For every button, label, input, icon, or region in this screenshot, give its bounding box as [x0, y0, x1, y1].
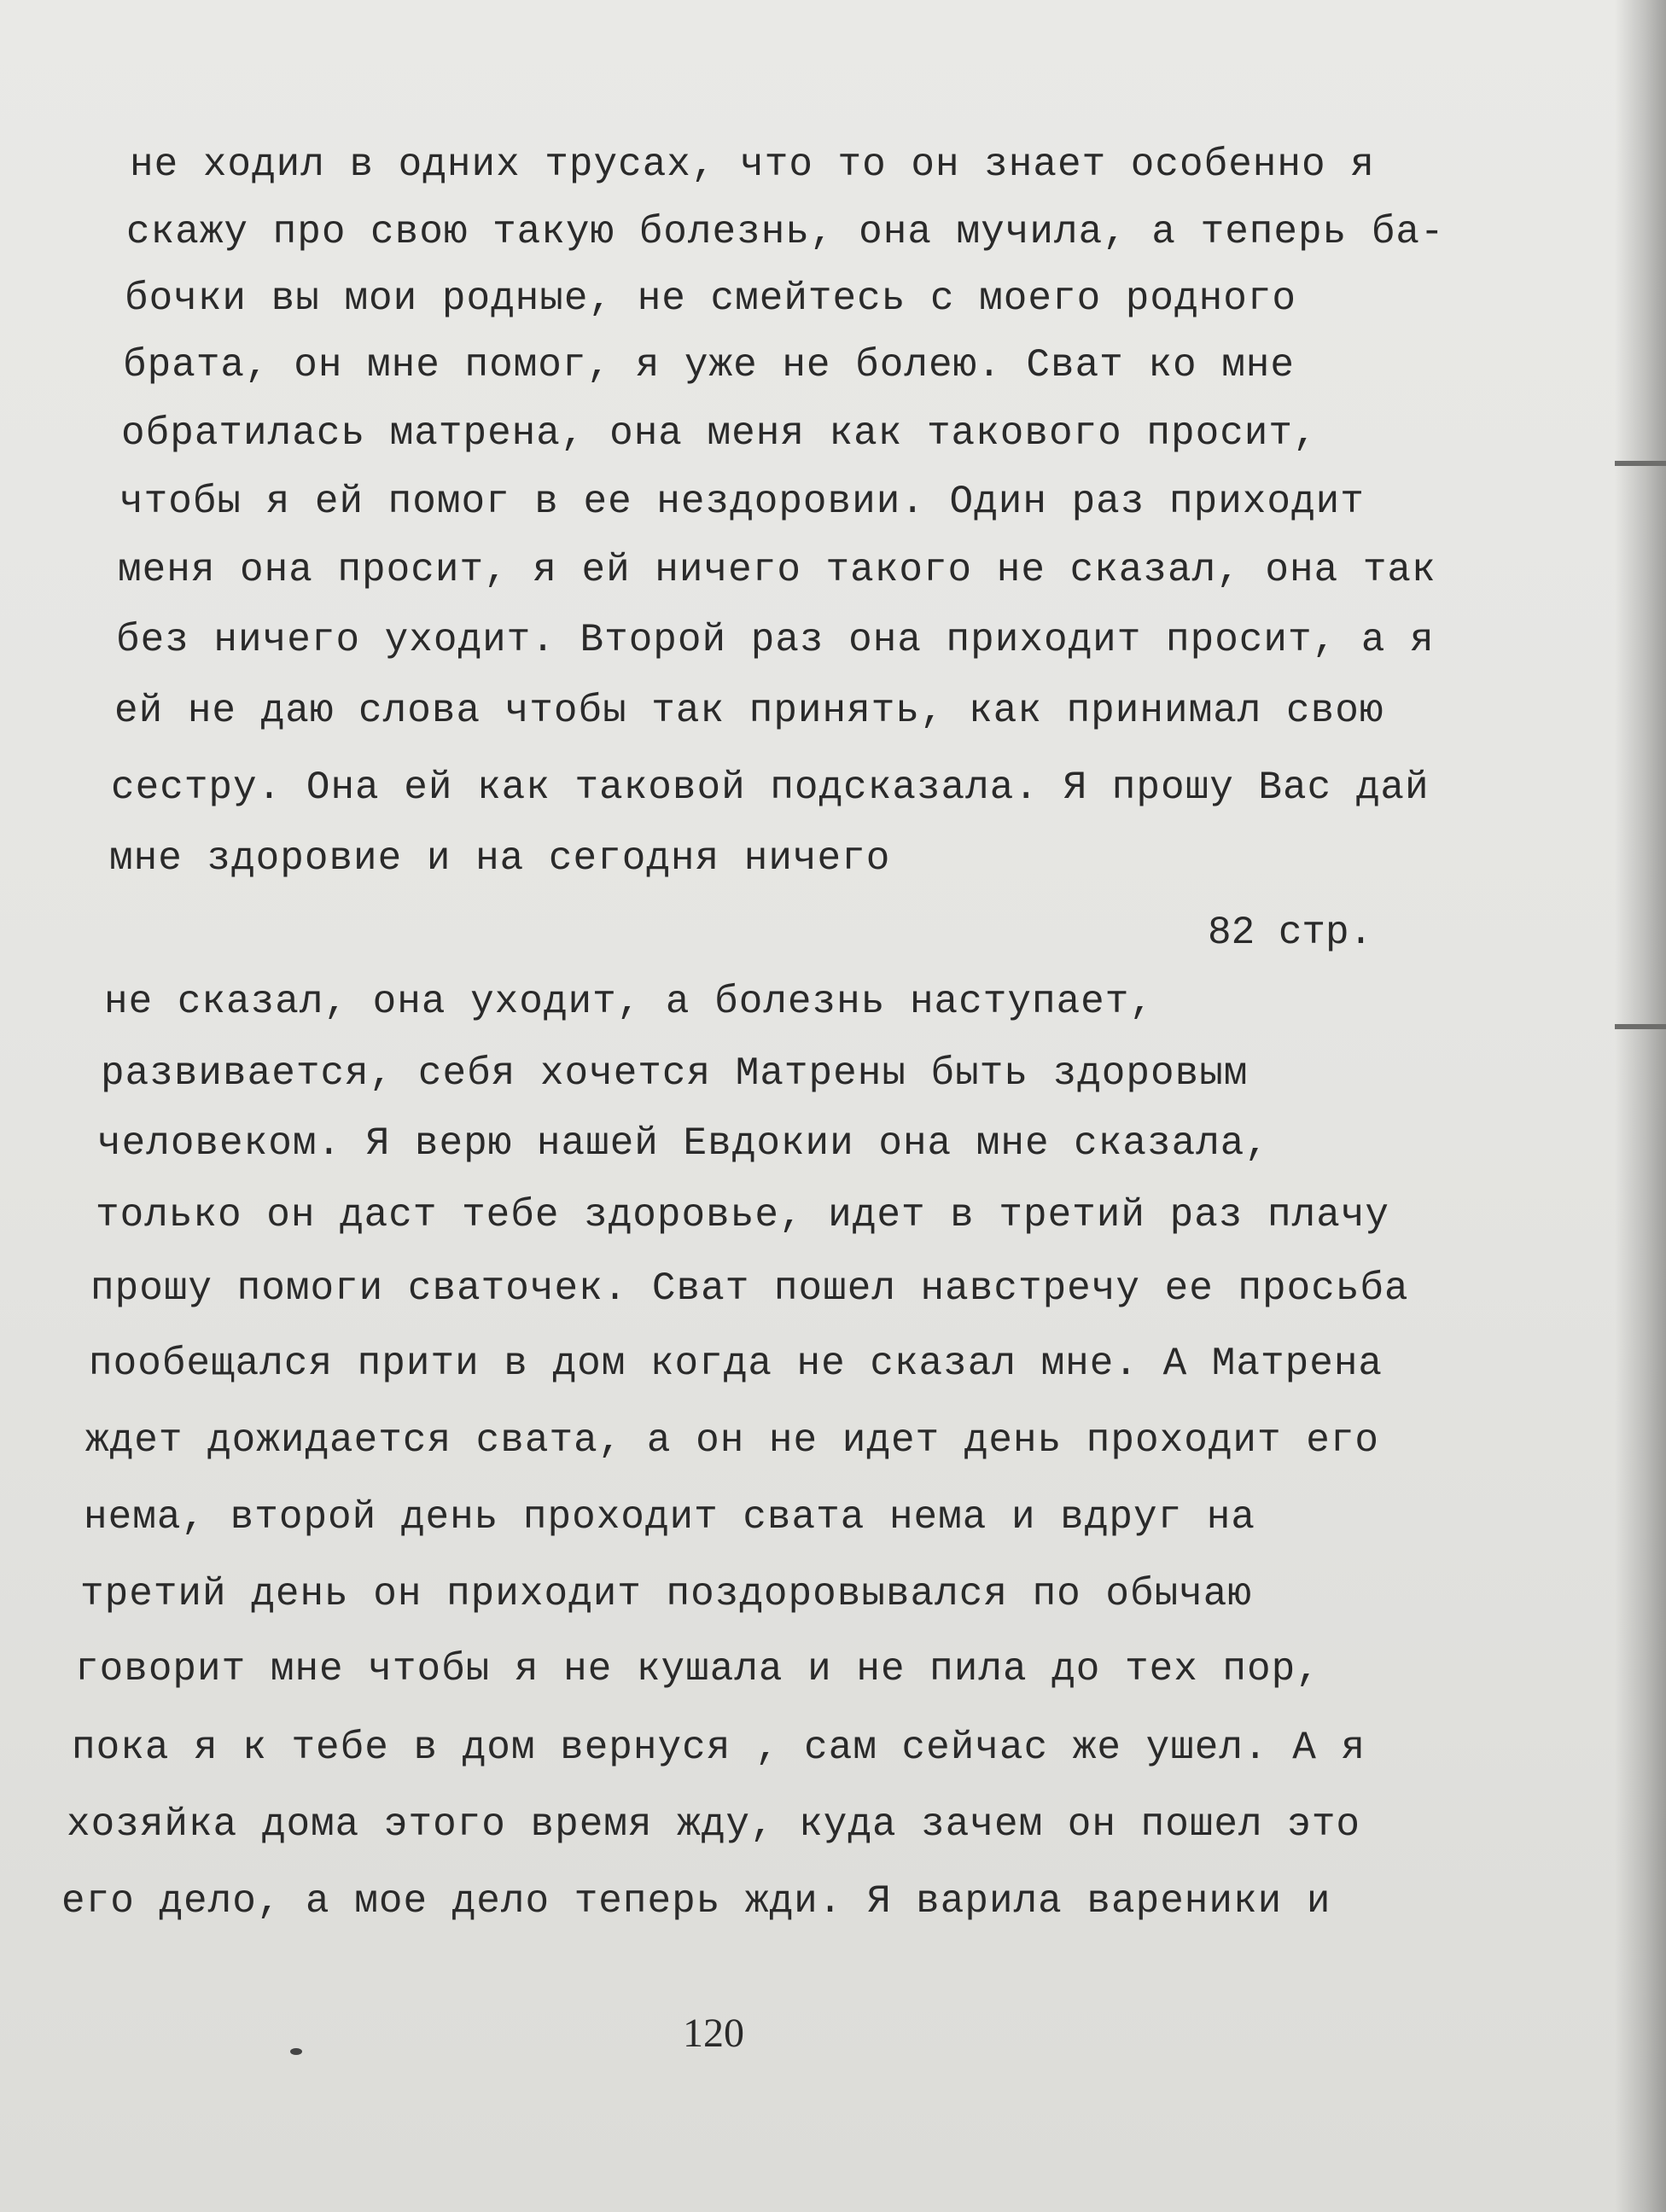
text-line: обратилась матрена, она меня как такового просит,	[121, 411, 1318, 456]
text-line: только он даст тебе здоровье, идет в третий раз плачу	[96, 1193, 1390, 1237]
text-line: ждет дожидается свата, а он не идет день проходит его	[85, 1418, 1380, 1463]
text-line: бочки вы мои родные, не смейтесь с моего родного	[125, 276, 1297, 321]
text-line: скажу про свою такую болезнь, она мучила, а теперь ба-	[126, 210, 1445, 254]
text-line: развивается, себя хочется Матрены быть здоровым	[101, 1051, 1249, 1096]
text-line: его дело, а мое дело теперь жди. Я варила вареники и	[61, 1879, 1331, 1924]
text-line: меня она просит, я ей ничего такого не сказал, она так	[118, 548, 1436, 592]
edge-mark	[1615, 461, 1666, 466]
page-number: 120	[683, 2011, 744, 2056]
text-line: пообещался прити в дом когда не сказал мне. А Матрена	[89, 1342, 1383, 1386]
text-line: не сказал, она уходит, а болезнь наступает,	[104, 980, 1154, 1024]
text-line: сестру. Она ей как таковой подсказала. Я прошу Вас дай	[111, 765, 1430, 810]
text-line: третий день он приходит поздоровывался по обычаю	[80, 1572, 1253, 1616]
text-line: ей не даю слова чтобы так принять, как принимал свою	[114, 689, 1384, 733]
text-line: без ничего уходит. Второй раз она приходит просит, а я	[116, 618, 1435, 662]
page-marker: 82 стр.	[1208, 911, 1373, 955]
text-line: не ходил в одних трусах, что то он знает особенно я	[130, 143, 1375, 187]
text-line: пока я к тебе в дом вернуся , сам сейчас же ушел. А я	[72, 1726, 1366, 1770]
text-line: нема, второй день проходит свата нема и вдруг на	[84, 1495, 1256, 1540]
text-line: хозяйка дома этого время жду, куда зачем он пошел это	[67, 1802, 1361, 1847]
text-line: человеком. Я верю нашей Евдокии она мне сказала,	[97, 1121, 1270, 1166]
text-line: чтобы я ей помог в ее нездоровии. Один раз приходит	[119, 480, 1365, 524]
text-line: брата, он мне помог, я уже не болею. Сват ко мне	[123, 343, 1296, 387]
paper-edge-shadow	[1615, 0, 1666, 2212]
edge-mark	[1615, 1024, 1666, 1029]
text-line: прошу помоги сваточек. Сват пошел навстречу ее просьба	[90, 1266, 1409, 1311]
text-line: мне здоровие и на сегодня ничего	[109, 836, 891, 881]
ink-speck	[290, 2048, 302, 2055]
text-line: говорит мне чтобы я не кушала и не пила до тех пор,	[75, 1647, 1320, 1691]
